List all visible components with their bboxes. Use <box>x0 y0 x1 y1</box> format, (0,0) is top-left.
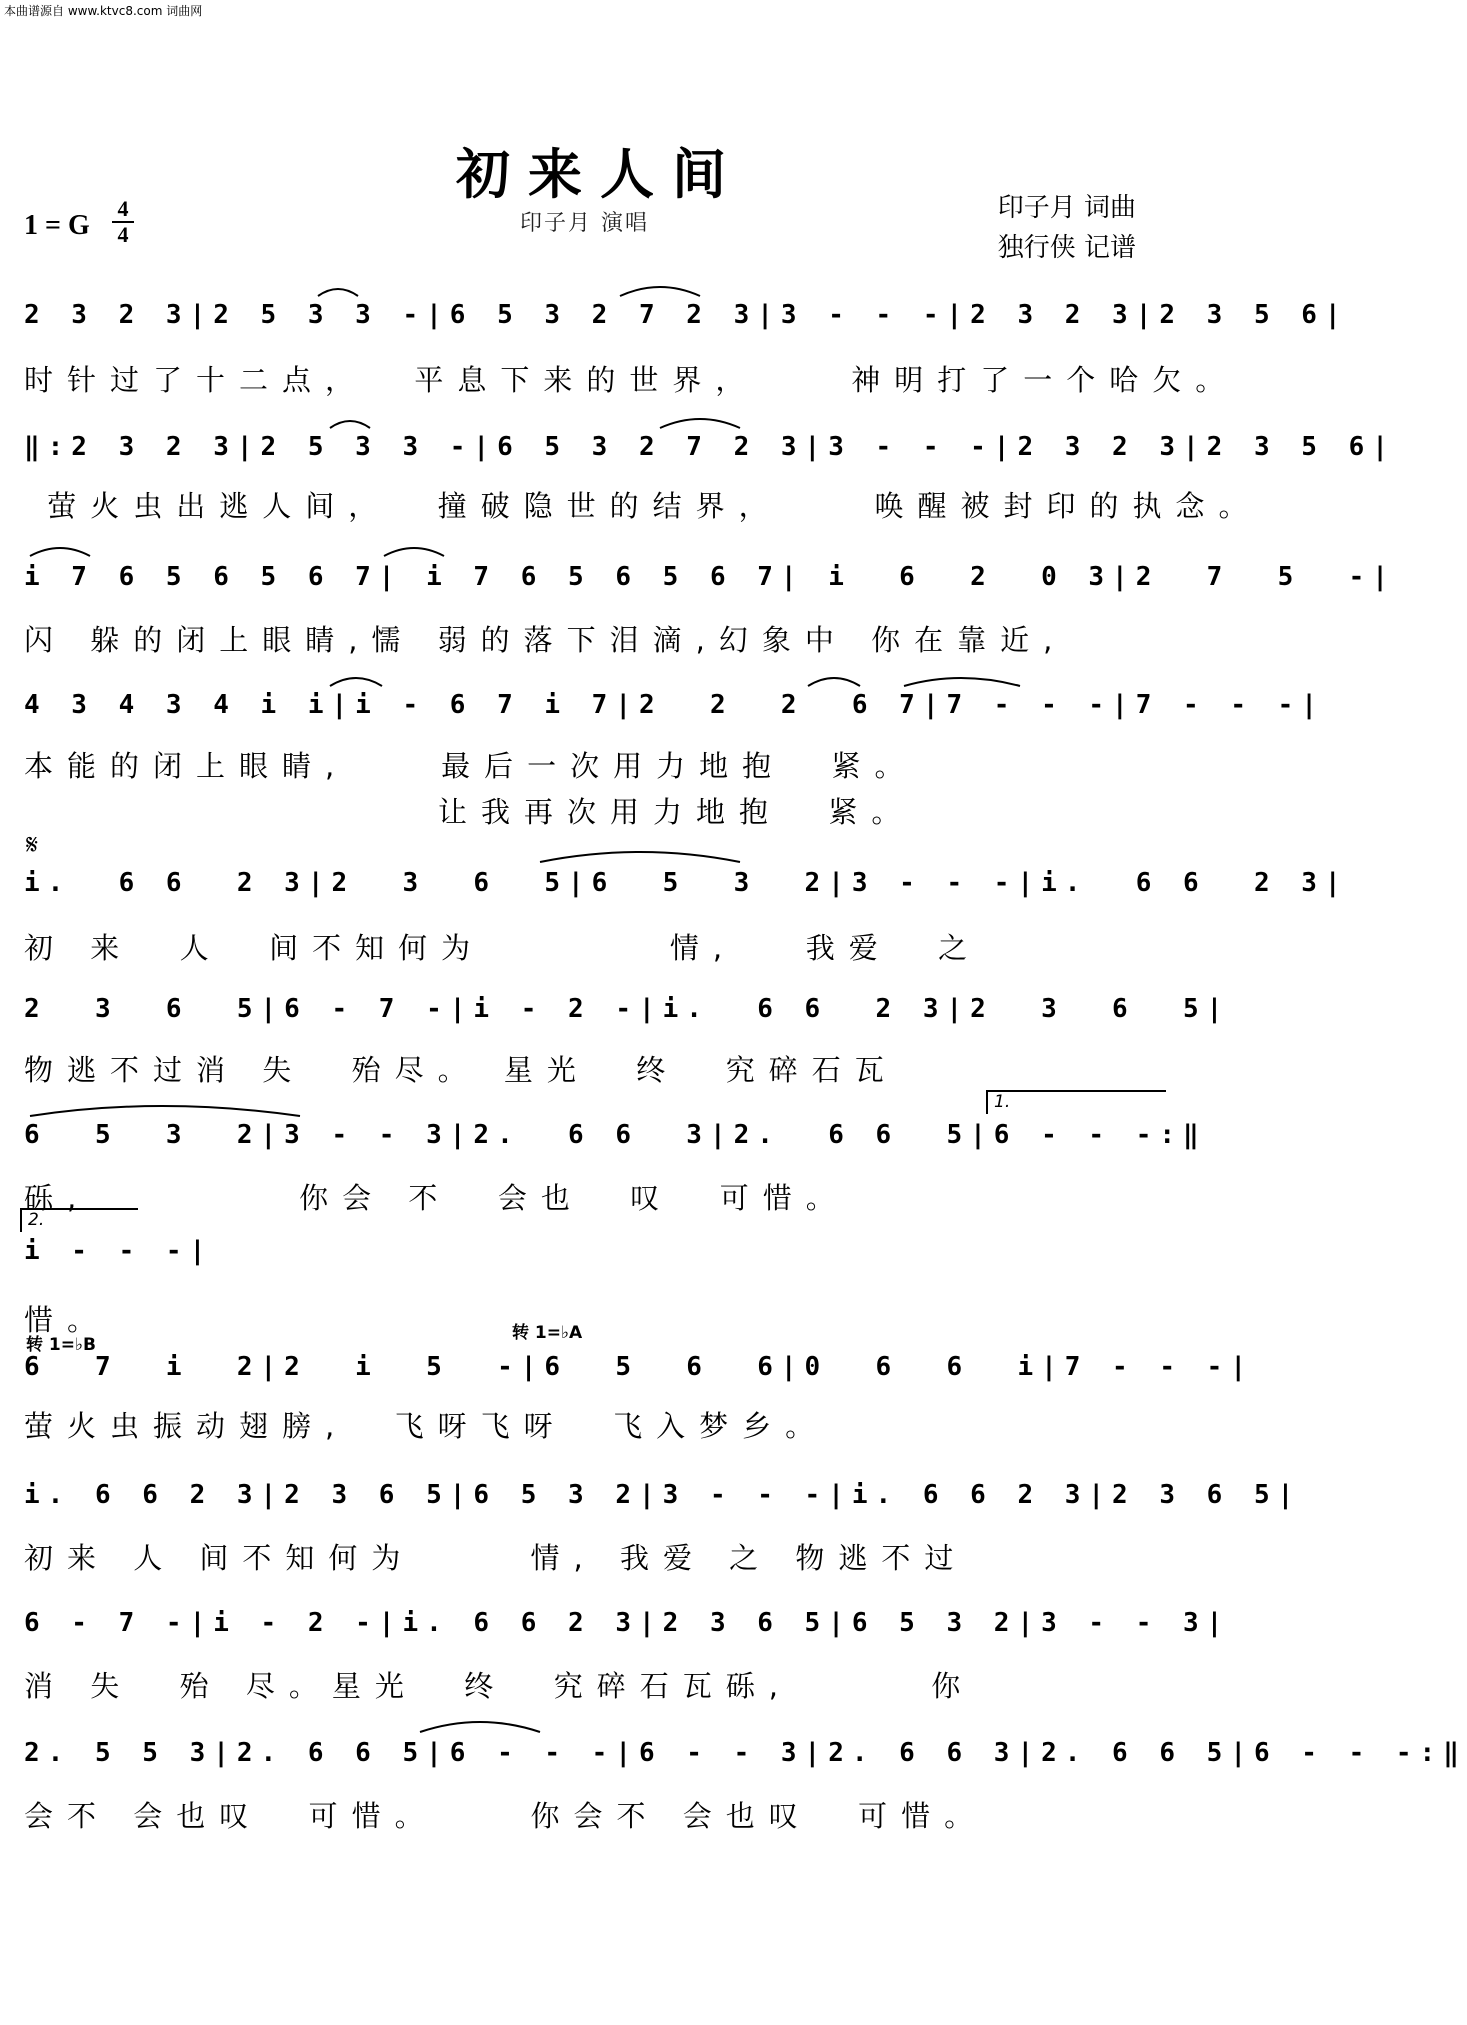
lyric-line: 萤火虫振动翅膀, 飞呀飞呀 飞入梦乡。 <box>24 1409 829 1443</box>
lyric-line: 初来 人 间不知何为 情, 我爱 之 物逃不过 <box>24 1541 968 1575</box>
lyric-line: 时针过了十二点， 平息下来的世界， 神明打了一个哈欠。 <box>24 363 1239 397</box>
time-signature <box>112 198 134 246</box>
slur <box>384 548 444 556</box>
credit-lyricist: 印子月 词曲 <box>997 193 1136 223</box>
notation-line: 2. 5 5 3|2. 6 6 5|6 - - -|6 - - 3|2. 6 6 3|2. 6 6 5|6 - - -:‖ <box>24 1738 1467 1768</box>
watermark: 本曲谱源自 www.ktvc8.com 词曲网 <box>4 4 203 18</box>
lyric-line: 萤火虫出逃人间， 撞破隐世的结界， 唤醒被封印的执念。 <box>24 489 1262 523</box>
lyric-line: 初 来 人 间不知何为 情, 我爱 之 <box>24 931 982 965</box>
slur <box>30 548 90 556</box>
meter-top: 4 <box>117 196 129 221</box>
credit-transcriber: 独行侠 记谱 <box>997 233 1136 263</box>
lyric-line: 砾, 你会 不 会也 叹 可惜。 <box>24 1181 849 1215</box>
notation-line: i - - -| <box>24 1236 214 1266</box>
segno-icon: 𝄋 <box>26 828 39 861</box>
slur <box>330 678 382 686</box>
notation-line: 6 5 3 2|3 - - 3|2. 6 6 3|2. 6 6 5|6 - - -:‖ <box>24 1120 1207 1150</box>
credits <box>998 188 1136 268</box>
slur <box>808 678 860 686</box>
singer-credit: 印子月 演唱 <box>520 211 649 236</box>
volta-2: 2. <box>20 1208 138 1232</box>
notation-line: ‖:2 3 2 3|2 5 3 3 -|6 5 3 2 7 2 3|3 - - -|2 3 2 3|2 3 5 6| <box>24 432 1396 462</box>
slur <box>540 852 740 862</box>
slur <box>330 421 370 428</box>
meter-bottom: 4 <box>117 222 129 247</box>
slur <box>620 287 700 296</box>
slur <box>318 289 358 296</box>
slur <box>660 419 740 428</box>
key-signature: 1 = G <box>24 210 90 241</box>
notation-line: i. 6 6 2 3|2 3 6 5|6 5 3 2|3 - - -|i. 6 6 2 3|2 3 6 5| <box>24 1480 1302 1510</box>
notation-line: 2 3 2 3|2 5 3 3 -|6 5 3 2 7 2 3|3 - - -|2 3 2 3|2 3 5 6| <box>24 300 1349 330</box>
slur <box>420 1722 540 1732</box>
lyric-line: 闪 躲的闭上眼睛,懦 弱的落下泪滴,幻象中 你在靠近, <box>24 623 1067 657</box>
lyric-line-verse-2: 让我再次用力地抱 紧。 <box>438 795 915 829</box>
notation-line: 6 - 7 -|i - 2 -|i. 6 6 2 3|2 3 6 5|6 5 3 2|3 - - 3| <box>24 1608 1231 1638</box>
slur <box>904 678 1020 686</box>
notation-line: 6 7 i 2|2 i 5 -|6 5 6 6|0 6 6 i|7 - - -| <box>24 1352 1254 1382</box>
lyric-line: 物逃不过消 失 殆尽。 星光 终 究碎石瓦 <box>24 1053 898 1087</box>
notation-line: i. 6 6 2 3|2 3 6 5|6 5 3 2|3 - - -|i. 6 6 2 3| <box>24 868 1349 898</box>
lyric-line: 会不 会也叹 可惜。 你会不 会也叹 可惜。 <box>24 1799 988 1833</box>
modulation-mark: 转 1=♭B <box>26 1335 96 1355</box>
page-title: 初来人间 <box>456 142 744 206</box>
lyric-line: 消 失 殆 尽。星光 终 究碎石瓦砾, 你 <box>24 1669 975 1703</box>
slur <box>30 1106 300 1116</box>
lyric-line: 本能的闭上眼睛, 最后一次用力地抱 紧。 <box>24 749 918 783</box>
notation-line: i 7 6 5 6 5 6 7| i 7 6 5 6 5 6 7| i 6 2 0 3|2 7 5 -| <box>24 562 1396 592</box>
volta-1: 1. <box>986 1090 1166 1114</box>
lyric-line: 惜。 <box>24 1303 111 1337</box>
notation-line: 4 3 4 3 4 i i|i - 6 7 i 7|2 2 2 6 7|7 - - -|7 - - -| <box>24 690 1325 720</box>
notation-line: 2 3 6 5|6 - 7 -|i - 2 -|i. 6 6 2 3|2 3 6 5| <box>24 994 1231 1024</box>
modulation-mark: 转 1=♭A <box>512 1323 583 1343</box>
